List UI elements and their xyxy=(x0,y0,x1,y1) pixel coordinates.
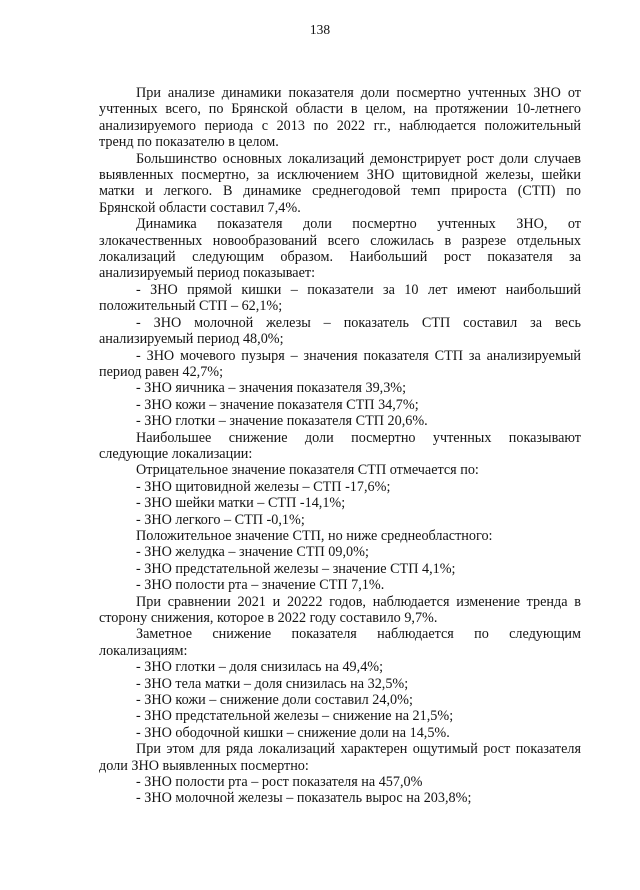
text-line: - ЗНО кожи – снижение доли составил 24,0%; xyxy=(136,692,413,709)
text-line: При этом для ряда локализаций характерен ощутимый рост показателя xyxy=(136,741,581,758)
text-line: - ЗНО ободочной кишки – снижение доли на 14,5%. xyxy=(136,724,450,741)
text-line: тренд по показателю в целом. xyxy=(99,134,279,151)
text-line: Наибольшее снижение доли посмертно учтенных показывают xyxy=(136,429,581,446)
text-line: - ЗНО прямой кишки – показатели за 10 лет имеют наибольший xyxy=(136,281,581,298)
text-line: - ЗНО легкого – СТП -0,1%; xyxy=(136,511,305,528)
text-line: - ЗНО предстательной железы – значение СТП 4,1%; xyxy=(136,560,456,577)
text-line: Большинство основных локализаций демонстрирует рост доли случаев xyxy=(136,150,581,167)
text-line: - ЗНО предстательной железы – снижение на 21,5%; xyxy=(136,708,454,725)
text-line: выявленных посмертно, за исключением ЗНО щитовидной железы, шейки xyxy=(99,167,581,184)
text-line: период равен 42,7%; xyxy=(99,363,224,380)
document-body xyxy=(99,85,581,807)
text-line: положительный СТП – 62,1%; xyxy=(99,298,283,315)
text-line: сторону снижения, которое в 2022 году составило 9,7%. xyxy=(99,610,438,626)
text-line: анализируемого периода с 2013 по 2022 гг., наблюдается положительный xyxy=(99,117,581,134)
text-line: Положительное значение СТП, но ниже среднеобластного: xyxy=(136,527,493,544)
text-line: - ЗНО шейки матки – СТП -14,1%; xyxy=(136,495,346,512)
text-line: - ЗНО полости рта – рост показателя на 457,0% xyxy=(136,774,423,791)
text-line: доли ЗНО выявленных посмертно: xyxy=(99,757,309,774)
text-line: учтенных всего, по Брянской области в целом, на протяжении 10-летнего xyxy=(99,101,581,118)
text-line: матки и легкого. В динамике среднегодовой темп прироста (СТП) по xyxy=(99,183,581,200)
text-line: - ЗНО молочной железы – показатель вырос на 203,8%; xyxy=(136,790,472,807)
text-line: - ЗНО яичника – значения показателя 39,3%; xyxy=(136,380,407,397)
text-line: Заметное снижение показателя наблюдается по следующим xyxy=(136,626,581,643)
text-line: - ЗНО тела матки – доля снизилась на 32,5%; xyxy=(136,675,409,692)
text-line: Брянской области составил 7,4%. xyxy=(99,199,301,216)
text-line: - ЗНО глотки – доля снизилась на 49,4%; xyxy=(136,659,384,676)
text-line: анализируемый период показывает: xyxy=(99,265,316,282)
text-line: локализаций следующим образом. Наибольший рост показателя за xyxy=(99,249,581,266)
text-line: - ЗНО молочной железы – показатель СТП составил за весь xyxy=(136,314,581,331)
text-line: следующие локализации: xyxy=(99,445,253,462)
text-line: злокачественных новообразований всего сложилась в разрезе отдельных xyxy=(99,232,581,249)
text-line: анализируемый период 48,0%; xyxy=(99,331,284,348)
text-line: При анализе динамики показателя доли посмертно учтенных ЗНО от xyxy=(136,85,581,101)
text-line: Отрицательное значение показателя СТП отмечается по: xyxy=(136,462,479,479)
text-line: - ЗНО щитовидной железы – СТП -17,6%; xyxy=(136,478,391,495)
text-line: - ЗНО кожи – значение показателя СТП 34,7%; xyxy=(136,396,419,413)
text-line: - ЗНО глотки – значение показателя СТП 20,6%. xyxy=(136,413,428,430)
text-line: При сравнении 2021 и 20222 годов, наблюдается изменение тренда в xyxy=(136,593,581,610)
text-line: - ЗНО мочевого пузыря – значения показателя СТП за анализируемый xyxy=(136,347,581,364)
text-line: локализациям: xyxy=(99,642,188,659)
text-line: - ЗНО полости рта – значение СТП 7,1%. xyxy=(136,577,385,594)
text-line: - ЗНО желудка – значение СТП 09,0%; xyxy=(136,544,369,561)
text-line: Динамика показателя доли посмертно учтенных ЗНО, от xyxy=(136,216,581,233)
page-number: 138 xyxy=(309,22,331,37)
